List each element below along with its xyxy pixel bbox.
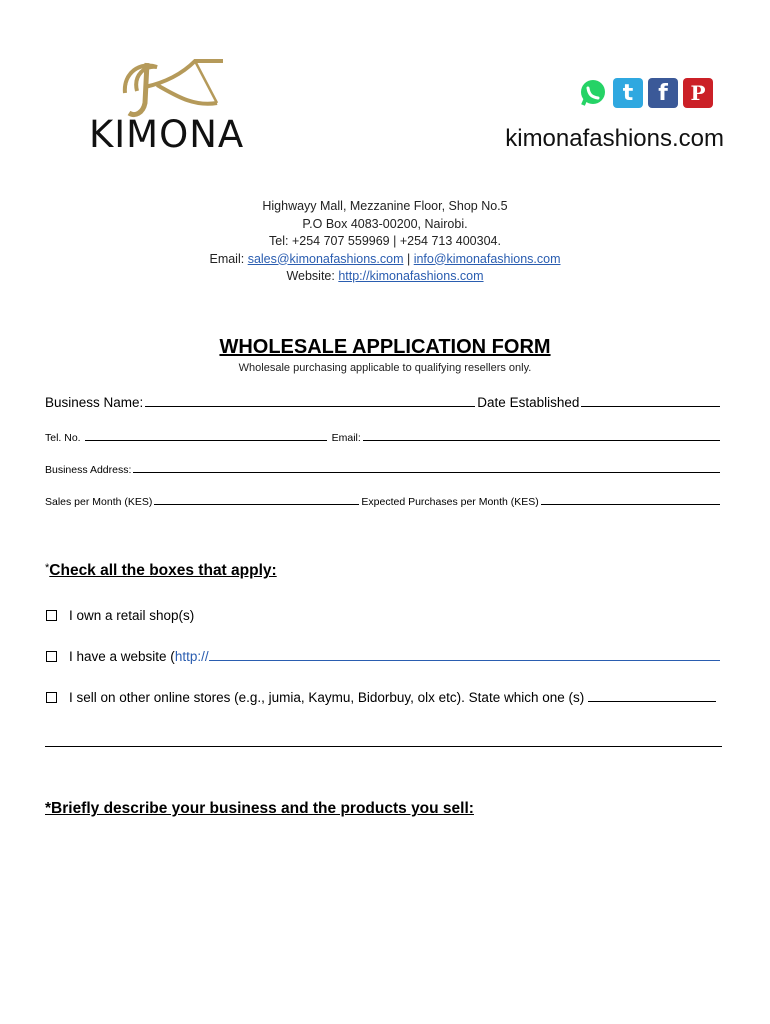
- option-website: [46, 649, 722, 664]
- describe-business-heading: *Briefly describe your business and the products you sell:: [45, 800, 474, 817]
- expected-purchases-label: Expected Purchases per Month (KES): [361, 496, 539, 508]
- whatsapp-icon[interactable]: [578, 78, 608, 108]
- date-established-label: Date Established: [477, 395, 580, 410]
- online-stores-continuation-line[interactable]: [45, 746, 722, 747]
- online-stores-checkbox[interactable]: [46, 692, 57, 703]
- retail-shop-checkbox[interactable]: [46, 610, 57, 621]
- email-line: [0, 251, 770, 269]
- expected-purchases-field[interactable]: [541, 503, 720, 505]
- social-icons: [578, 78, 723, 108]
- business-address-row: [45, 464, 722, 476]
- address-block: [0, 198, 770, 286]
- option-retail-shop: [46, 608, 194, 623]
- tel-field[interactable]: [85, 439, 327, 441]
- address-line-3: Tel: +254 707 559969 | +254 713 400304.: [269, 234, 501, 248]
- pinterest-icon[interactable]: P: [683, 78, 713, 108]
- business-address-field[interactable]: [133, 471, 720, 473]
- online-stores-field[interactable]: [588, 700, 716, 702]
- sales-per-month-label: Sales per Month (KES): [45, 496, 153, 508]
- address-line-2: P.O Box 4083-00200, Nairobi.: [302, 216, 468, 231]
- form-title: WHOLESALE APPLICATION FORM: [219, 336, 551, 358]
- website-line: [0, 268, 770, 286]
- business-name-field[interactable]: [145, 405, 475, 407]
- required-star: *: [45, 562, 50, 574]
- website-header: kimonafashions.com: [505, 125, 724, 152]
- business-name-label: Business Name:: [45, 395, 144, 410]
- business-address-label: Business Address:: [45, 464, 132, 476]
- email-label: Email:: [209, 251, 248, 266]
- tel-email-row: [45, 432, 722, 444]
- website-url-field[interactable]: [209, 659, 720, 661]
- website-option-label: I have a website (: [69, 649, 175, 664]
- sales-email-link[interactable]: sales@kimonafashions.com: [247, 251, 404, 266]
- option-online-stores: [46, 690, 718, 705]
- website-checkbox[interactable]: [46, 651, 57, 662]
- checkbox-heading: [45, 562, 277, 580]
- address-line-1: Highwayy Mall, Mezzanine Floor, Shop No.5: [262, 199, 508, 213]
- email-separator: |: [403, 251, 414, 266]
- form-subtitle: Wholesale purchasing applicable to qualifying resellers only.: [238, 362, 532, 374]
- sales-per-month-field[interactable]: [154, 503, 359, 505]
- checkbox-heading-text: Check all the boxes that apply:: [49, 562, 277, 579]
- date-established-field[interactable]: [581, 405, 720, 407]
- sales-row: [45, 496, 722, 508]
- twitter-icon[interactable]: t: [613, 78, 643, 108]
- email-field-label: Email:: [331, 432, 361, 444]
- online-stores-label: I sell on other online stores (e.g., jumia, Kaymu, Bidorbuy, olx etc). State which one (s): [69, 690, 585, 705]
- tel-label: Tel. No.: [45, 432, 81, 444]
- business-name-row: [45, 395, 722, 410]
- website-option-link[interactable]: http://: [174, 649, 209, 664]
- website-label: Website:: [286, 269, 339, 283]
- email-field[interactable]: [363, 439, 720, 441]
- retail-shop-label: I own a retail shop(s): [69, 608, 195, 623]
- info-email-link[interactable]: info@kimonafashions.com: [413, 251, 561, 266]
- website-link[interactable]: http://kimonafashions.com: [338, 269, 484, 283]
- brand-name: KIMONA: [89, 113, 245, 156]
- facebook-icon[interactable]: f: [648, 78, 678, 108]
- kimona-logo: [85, 55, 260, 155]
